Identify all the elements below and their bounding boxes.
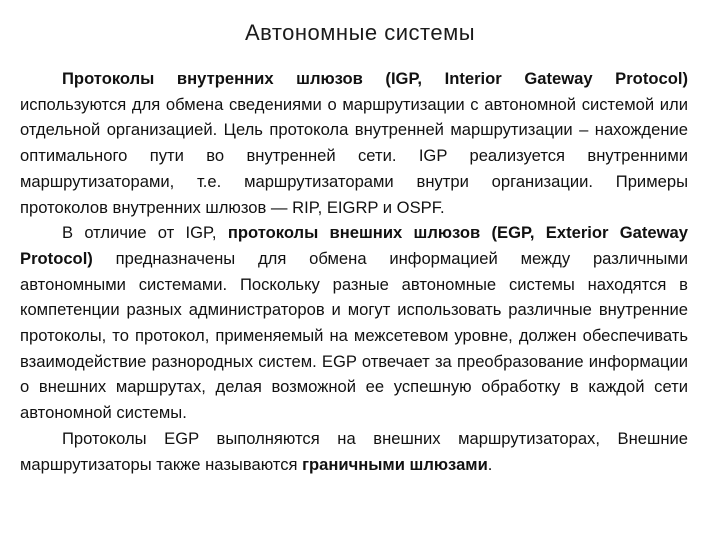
border-gateways-term: граничными шлюзами <box>302 454 488 474</box>
paragraph-border-gateways <box>20 426 688 477</box>
slide-body <box>20 66 688 477</box>
paragraph-egp <box>20 220 688 426</box>
egp-intro: В отличие от IGP, <box>62 223 228 243</box>
border-gateways-intro: Протоколы EGP выполняются на внешних маршрутизаторах, Внешние маршрутизаторы также называются <box>20 428 688 474</box>
border-gateways-end: . <box>487 454 493 474</box>
egp-description: предназначены для обмена информацией между различными автономными системами. Поскольку разные автономные системы находятся в компетенции разных администраторов и могут использовать различные внутренние протоколы, то протокол, применяемый на межсетевом уровне, должен обеспечивать взаимодействие разнородных систем. EGP отвечает за преобразование информации о внешних маршрутах, делая возможной ее успешную обработку в каждой сети автономной системы. <box>20 248 688 423</box>
slide-title: Автономные системы <box>244 20 476 45</box>
paragraph-igp <box>20 66 688 220</box>
igp-term: Протоколы внутренних шлюзов (IGP, Interior Gateway Protocol) <box>62 69 688 88</box>
igp-description: используются для обмена сведениями о маршрутизации с автономной системой или отдельной организацией. Цель протокола внутренней маршрутизации – нахождение оптимального пути во внутренней сети. IGP реализуется внутренними маршрутизаторами, т.е. маршрутизаторами внутри организации. Примеры протоколов внутренних шлюзов — RIP, EIGRP и OSPF. <box>20 94 688 217</box>
egp-term: протоколы внешних шлюзов (EGP, Exterior Gateway Protocol) <box>20 223 688 268</box>
